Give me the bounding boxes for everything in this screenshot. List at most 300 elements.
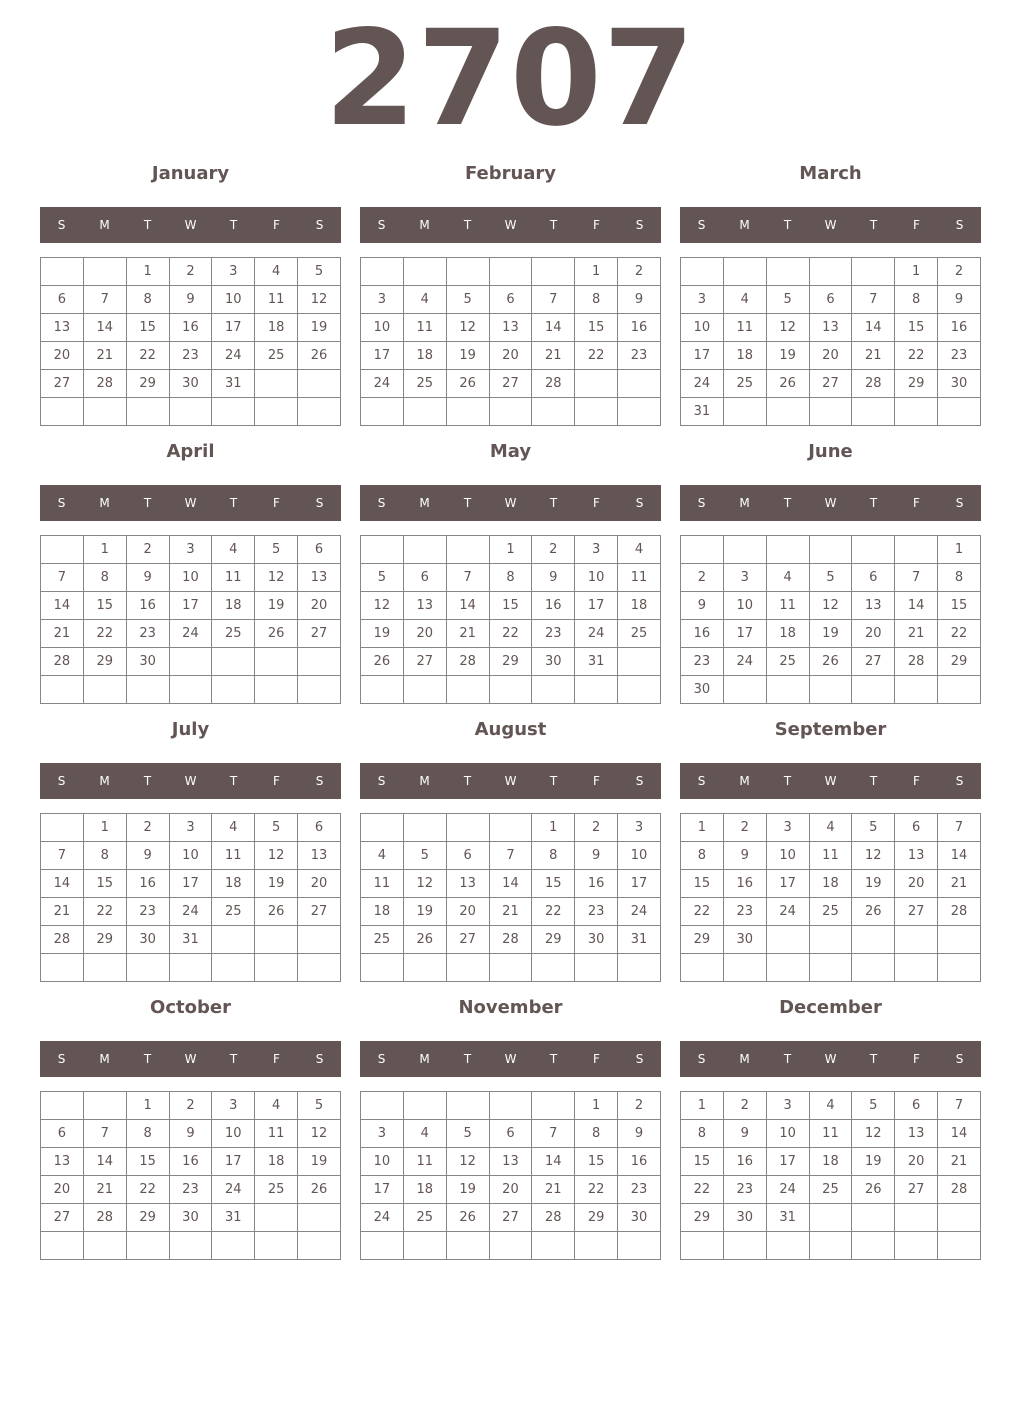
month-name: August bbox=[474, 719, 547, 740]
day-cell: 10 bbox=[212, 286, 255, 314]
day-cell: 18 bbox=[361, 898, 404, 926]
weekday-header bbox=[360, 207, 661, 243]
day-cell: 24 bbox=[766, 898, 809, 926]
day-cell bbox=[41, 258, 84, 286]
day-cell: 20 bbox=[489, 342, 532, 370]
day-cell bbox=[41, 1092, 84, 1120]
day-cell: 4 bbox=[403, 286, 446, 314]
day-cell: 30 bbox=[169, 1204, 212, 1232]
weekday-label: S bbox=[315, 496, 324, 510]
day-cell bbox=[255, 1232, 298, 1260]
day-cell: 17 bbox=[212, 314, 255, 342]
weekday-label: T bbox=[229, 496, 238, 510]
day-cell: 19 bbox=[766, 342, 809, 370]
day-cell: 31 bbox=[212, 1204, 255, 1232]
day-cell: 20 bbox=[41, 1176, 84, 1204]
day-cell: 26 bbox=[255, 620, 298, 648]
day-cell: 14 bbox=[41, 870, 84, 898]
day-cell: 23 bbox=[938, 342, 981, 370]
year-title: 2707 bbox=[324, 2, 696, 156]
day-cell: 28 bbox=[41, 648, 84, 676]
week-row bbox=[41, 1148, 341, 1176]
day-cell: 8 bbox=[938, 564, 981, 592]
day-cell: 28 bbox=[532, 1204, 575, 1232]
day-cell: 6 bbox=[298, 814, 341, 842]
day-cell: 18 bbox=[809, 870, 852, 898]
weekday-label: S bbox=[57, 774, 66, 788]
day-cell: 16 bbox=[169, 314, 212, 342]
day-cell bbox=[766, 536, 809, 564]
day-cell bbox=[938, 1232, 981, 1260]
weekday-label: W bbox=[824, 496, 837, 510]
week-row bbox=[681, 620, 981, 648]
day-cell: 14 bbox=[532, 314, 575, 342]
weekday-label: S bbox=[955, 496, 964, 510]
day-cell bbox=[618, 398, 661, 426]
day-cell: 29 bbox=[938, 648, 981, 676]
day-cell: 22 bbox=[681, 898, 724, 926]
day-cell: 7 bbox=[852, 286, 895, 314]
week-row bbox=[41, 1204, 341, 1232]
day-cell: 6 bbox=[809, 286, 852, 314]
day-cell bbox=[809, 1232, 852, 1260]
weekday-label: S bbox=[315, 1052, 324, 1066]
day-cell: 22 bbox=[126, 342, 169, 370]
day-cell: 4 bbox=[766, 564, 809, 592]
day-cell bbox=[895, 676, 938, 704]
day-cell: 15 bbox=[126, 1148, 169, 1176]
day-cell bbox=[575, 676, 618, 704]
day-cell: 4 bbox=[255, 1092, 298, 1120]
week-row bbox=[41, 620, 341, 648]
day-cell bbox=[212, 398, 255, 426]
day-cell: 8 bbox=[575, 1120, 618, 1148]
day-cell: 9 bbox=[575, 842, 618, 870]
day-cell bbox=[852, 536, 895, 564]
week-row bbox=[361, 898, 661, 926]
day-cell: 26 bbox=[852, 1176, 895, 1204]
day-cell: 19 bbox=[255, 592, 298, 620]
weekday-header bbox=[680, 207, 981, 243]
day-cell: 5 bbox=[255, 536, 298, 564]
weekday-label: F bbox=[593, 218, 600, 232]
weekday-label: M bbox=[739, 496, 750, 510]
weekday-label: M bbox=[99, 1052, 110, 1066]
week-row bbox=[41, 398, 341, 426]
day-cell: 3 bbox=[681, 286, 724, 314]
day-cell bbox=[618, 954, 661, 982]
day-cell bbox=[403, 676, 446, 704]
day-cell: 26 bbox=[852, 898, 895, 926]
weekday-label: T bbox=[869, 1052, 878, 1066]
day-cell bbox=[361, 398, 404, 426]
weekday-label: W bbox=[824, 1052, 837, 1066]
day-cell bbox=[446, 954, 489, 982]
day-cell bbox=[446, 814, 489, 842]
day-cell bbox=[361, 954, 404, 982]
weekday-label: T bbox=[549, 774, 558, 788]
day-cell: 7 bbox=[83, 1120, 126, 1148]
day-cell: 12 bbox=[852, 842, 895, 870]
day-cell: 5 bbox=[298, 1092, 341, 1120]
day-cell bbox=[298, 1232, 341, 1260]
day-cell: 25 bbox=[212, 620, 255, 648]
week-row bbox=[41, 314, 341, 342]
day-cell: 21 bbox=[532, 342, 575, 370]
weekday-header bbox=[40, 485, 341, 521]
weekday-label: W bbox=[184, 218, 197, 232]
week-row bbox=[361, 1204, 661, 1232]
day-cell: 19 bbox=[809, 620, 852, 648]
weekday-label: M bbox=[419, 218, 430, 232]
day-cell: 16 bbox=[618, 314, 661, 342]
day-cell: 20 bbox=[298, 870, 341, 898]
day-cell bbox=[766, 954, 809, 982]
day-cell: 7 bbox=[489, 842, 532, 870]
day-cell: 23 bbox=[618, 1176, 661, 1204]
day-cell bbox=[126, 398, 169, 426]
week-row bbox=[361, 1148, 661, 1176]
day-cell bbox=[361, 814, 404, 842]
weekday-header bbox=[680, 485, 981, 521]
day-cell bbox=[681, 1232, 724, 1260]
day-cell: 31 bbox=[618, 926, 661, 954]
day-cell: 24 bbox=[681, 370, 724, 398]
day-cell: 30 bbox=[723, 926, 766, 954]
day-cell bbox=[446, 398, 489, 426]
day-cell: 19 bbox=[446, 342, 489, 370]
day-cell: 13 bbox=[298, 564, 341, 592]
day-cell: 8 bbox=[489, 564, 532, 592]
day-cell: 1 bbox=[681, 814, 724, 842]
week-row bbox=[361, 314, 661, 342]
day-cell bbox=[169, 954, 212, 982]
day-cell bbox=[809, 1204, 852, 1232]
weekday-label: T bbox=[143, 496, 152, 510]
day-cell bbox=[938, 954, 981, 982]
day-cell: 31 bbox=[681, 398, 724, 426]
day-cell: 5 bbox=[255, 814, 298, 842]
day-cell bbox=[575, 954, 618, 982]
day-cell: 3 bbox=[361, 286, 404, 314]
day-cell bbox=[489, 814, 532, 842]
day-cell bbox=[618, 648, 661, 676]
month-name: October bbox=[150, 997, 231, 1018]
day-grid bbox=[680, 535, 981, 704]
day-cell: 21 bbox=[938, 870, 981, 898]
day-cell: 1 bbox=[532, 814, 575, 842]
month-name: November bbox=[458, 997, 563, 1018]
day-cell: 7 bbox=[895, 564, 938, 592]
day-cell: 20 bbox=[895, 870, 938, 898]
day-cell: 27 bbox=[852, 648, 895, 676]
day-cell bbox=[212, 1232, 255, 1260]
week-row bbox=[361, 564, 661, 592]
weekday-label: T bbox=[143, 218, 152, 232]
week-row bbox=[681, 676, 981, 704]
week-row bbox=[361, 342, 661, 370]
day-cell: 19 bbox=[361, 620, 404, 648]
weekday-label: T bbox=[783, 774, 792, 788]
day-cell: 10 bbox=[212, 1120, 255, 1148]
day-cell: 16 bbox=[938, 314, 981, 342]
day-cell: 2 bbox=[532, 536, 575, 564]
day-cell: 29 bbox=[895, 370, 938, 398]
day-cell: 19 bbox=[298, 314, 341, 342]
day-cell bbox=[809, 676, 852, 704]
day-cell bbox=[126, 954, 169, 982]
day-cell: 14 bbox=[83, 314, 126, 342]
day-cell: 25 bbox=[255, 1176, 298, 1204]
day-cell: 29 bbox=[532, 926, 575, 954]
day-cell bbox=[532, 1232, 575, 1260]
week-row bbox=[361, 814, 661, 842]
day-cell: 12 bbox=[361, 592, 404, 620]
weekday-label: W bbox=[184, 496, 197, 510]
day-cell: 16 bbox=[575, 870, 618, 898]
day-cell: 5 bbox=[298, 258, 341, 286]
weekday-label: F bbox=[913, 1052, 920, 1066]
day-cell: 28 bbox=[895, 648, 938, 676]
day-cell bbox=[212, 676, 255, 704]
weekday-label: S bbox=[955, 774, 964, 788]
day-cell bbox=[126, 676, 169, 704]
week-row bbox=[41, 1176, 341, 1204]
day-cell: 7 bbox=[83, 286, 126, 314]
day-cell: 27 bbox=[489, 370, 532, 398]
day-cell: 3 bbox=[169, 814, 212, 842]
week-row bbox=[361, 842, 661, 870]
month-name: September bbox=[774, 719, 887, 740]
day-cell: 10 bbox=[361, 1148, 404, 1176]
day-cell bbox=[83, 954, 126, 982]
day-cell: 6 bbox=[489, 286, 532, 314]
day-cell: 18 bbox=[809, 1148, 852, 1176]
day-grid bbox=[40, 813, 341, 982]
weekday-label: M bbox=[739, 774, 750, 788]
day-cell: 17 bbox=[766, 1148, 809, 1176]
week-row bbox=[41, 814, 341, 842]
day-cell: 2 bbox=[723, 814, 766, 842]
day-cell: 11 bbox=[361, 870, 404, 898]
day-cell bbox=[361, 258, 404, 286]
day-cell bbox=[255, 398, 298, 426]
weekday-label: T bbox=[143, 774, 152, 788]
month-name: February bbox=[464, 163, 557, 184]
day-cell: 9 bbox=[618, 1120, 661, 1148]
day-cell: 11 bbox=[212, 842, 255, 870]
day-cell bbox=[298, 370, 341, 398]
day-cell: 21 bbox=[41, 620, 84, 648]
weekday-label: T bbox=[869, 774, 878, 788]
weekday-label: T bbox=[229, 774, 238, 788]
day-cell: 14 bbox=[489, 870, 532, 898]
weekday-label: T bbox=[463, 774, 472, 788]
day-cell: 21 bbox=[532, 1176, 575, 1204]
day-cell: 25 bbox=[618, 620, 661, 648]
day-cell: 24 bbox=[169, 620, 212, 648]
day-cell: 8 bbox=[126, 1120, 169, 1148]
weekday-label: W bbox=[824, 218, 837, 232]
day-cell: 9 bbox=[169, 286, 212, 314]
day-cell bbox=[41, 954, 84, 982]
day-cell: 5 bbox=[852, 1092, 895, 1120]
week-row bbox=[681, 926, 981, 954]
weekday-label: S bbox=[377, 774, 386, 788]
day-cell bbox=[575, 370, 618, 398]
day-cell: 3 bbox=[618, 814, 661, 842]
day-cell: 18 bbox=[766, 620, 809, 648]
day-cell: 30 bbox=[169, 370, 212, 398]
weekday-label: S bbox=[697, 1052, 706, 1066]
day-cell: 17 bbox=[723, 620, 766, 648]
day-cell: 25 bbox=[212, 898, 255, 926]
day-cell: 4 bbox=[618, 536, 661, 564]
day-cell: 13 bbox=[809, 314, 852, 342]
weekday-label: S bbox=[635, 1052, 644, 1066]
day-cell: 27 bbox=[489, 1204, 532, 1232]
month-name: January bbox=[151, 163, 230, 184]
day-cell: 4 bbox=[723, 286, 766, 314]
day-cell: 15 bbox=[489, 592, 532, 620]
day-cell bbox=[489, 398, 532, 426]
week-row bbox=[361, 926, 661, 954]
day-cell: 14 bbox=[83, 1148, 126, 1176]
weekday-label: F bbox=[273, 774, 280, 788]
day-cell: 13 bbox=[895, 842, 938, 870]
day-cell bbox=[489, 676, 532, 704]
week-row bbox=[681, 842, 981, 870]
day-cell: 7 bbox=[446, 564, 489, 592]
day-cell bbox=[723, 398, 766, 426]
day-cell: 15 bbox=[895, 314, 938, 342]
week-row bbox=[41, 258, 341, 286]
day-cell: 10 bbox=[169, 564, 212, 592]
month-name: June bbox=[808, 441, 853, 462]
week-row bbox=[361, 398, 661, 426]
day-cell: 2 bbox=[169, 258, 212, 286]
weekday-label: S bbox=[635, 496, 644, 510]
week-row bbox=[361, 370, 661, 398]
weekday-header bbox=[360, 485, 661, 521]
day-cell: 11 bbox=[255, 286, 298, 314]
day-cell: 14 bbox=[446, 592, 489, 620]
day-cell: 18 bbox=[403, 342, 446, 370]
day-cell: 9 bbox=[723, 1120, 766, 1148]
day-cell: 24 bbox=[361, 370, 404, 398]
week-row bbox=[41, 1092, 341, 1120]
day-cell: 23 bbox=[532, 620, 575, 648]
day-cell: 18 bbox=[403, 1176, 446, 1204]
day-cell: 8 bbox=[83, 564, 126, 592]
day-cell: 29 bbox=[83, 648, 126, 676]
day-cell: 8 bbox=[83, 842, 126, 870]
day-cell: 5 bbox=[446, 1120, 489, 1148]
day-cell: 28 bbox=[489, 926, 532, 954]
day-cell: 24 bbox=[169, 898, 212, 926]
day-cell bbox=[403, 1232, 446, 1260]
day-cell: 16 bbox=[126, 592, 169, 620]
day-cell: 16 bbox=[169, 1148, 212, 1176]
day-cell: 9 bbox=[723, 842, 766, 870]
day-cell bbox=[126, 1232, 169, 1260]
day-cell: 12 bbox=[852, 1120, 895, 1148]
weekday-label: T bbox=[549, 218, 558, 232]
day-cell bbox=[489, 1092, 532, 1120]
weekday-label: T bbox=[143, 1052, 152, 1066]
day-cell: 20 bbox=[809, 342, 852, 370]
day-cell: 11 bbox=[809, 842, 852, 870]
day-cell: 26 bbox=[446, 370, 489, 398]
day-cell: 31 bbox=[212, 370, 255, 398]
day-cell: 26 bbox=[446, 1204, 489, 1232]
day-cell: 1 bbox=[489, 536, 532, 564]
day-cell: 15 bbox=[938, 592, 981, 620]
day-cell: 9 bbox=[532, 564, 575, 592]
day-cell bbox=[255, 676, 298, 704]
day-cell: 24 bbox=[766, 1176, 809, 1204]
day-cell: 29 bbox=[126, 370, 169, 398]
day-cell: 21 bbox=[938, 1148, 981, 1176]
day-cell: 2 bbox=[575, 814, 618, 842]
day-cell: 27 bbox=[403, 648, 446, 676]
day-cell: 1 bbox=[895, 258, 938, 286]
day-cell: 9 bbox=[126, 842, 169, 870]
day-cell bbox=[41, 1232, 84, 1260]
weekday-label: T bbox=[549, 496, 558, 510]
day-cell: 22 bbox=[126, 1176, 169, 1204]
day-cell bbox=[361, 1092, 404, 1120]
day-cell: 1 bbox=[575, 1092, 618, 1120]
day-cell: 21 bbox=[489, 898, 532, 926]
day-cell: 27 bbox=[41, 1204, 84, 1232]
weekday-label: F bbox=[913, 218, 920, 232]
day-cell bbox=[212, 954, 255, 982]
day-grid bbox=[360, 813, 661, 982]
day-cell bbox=[298, 398, 341, 426]
day-grid bbox=[680, 813, 981, 982]
day-cell: 30 bbox=[532, 648, 575, 676]
day-cell: 31 bbox=[575, 648, 618, 676]
day-cell bbox=[361, 1232, 404, 1260]
day-cell: 16 bbox=[723, 1148, 766, 1176]
weekday-label: W bbox=[504, 496, 517, 510]
day-cell bbox=[41, 398, 84, 426]
day-cell: 2 bbox=[126, 814, 169, 842]
day-cell: 1 bbox=[83, 814, 126, 842]
weekday-label: F bbox=[913, 774, 920, 788]
day-cell: 9 bbox=[126, 564, 169, 592]
day-cell: 28 bbox=[83, 1204, 126, 1232]
day-cell: 16 bbox=[681, 620, 724, 648]
day-cell: 15 bbox=[83, 592, 126, 620]
day-cell bbox=[83, 1232, 126, 1260]
day-cell: 18 bbox=[212, 592, 255, 620]
day-grid bbox=[40, 535, 341, 704]
day-cell: 17 bbox=[766, 870, 809, 898]
day-cell bbox=[723, 258, 766, 286]
day-cell: 29 bbox=[575, 1204, 618, 1232]
day-cell: 1 bbox=[681, 1092, 724, 1120]
day-cell: 3 bbox=[212, 1092, 255, 1120]
day-cell: 23 bbox=[618, 342, 661, 370]
day-cell bbox=[532, 954, 575, 982]
day-cell bbox=[575, 398, 618, 426]
day-cell: 5 bbox=[446, 286, 489, 314]
week-row bbox=[41, 286, 341, 314]
week-row bbox=[681, 1120, 981, 1148]
week-row bbox=[41, 564, 341, 592]
